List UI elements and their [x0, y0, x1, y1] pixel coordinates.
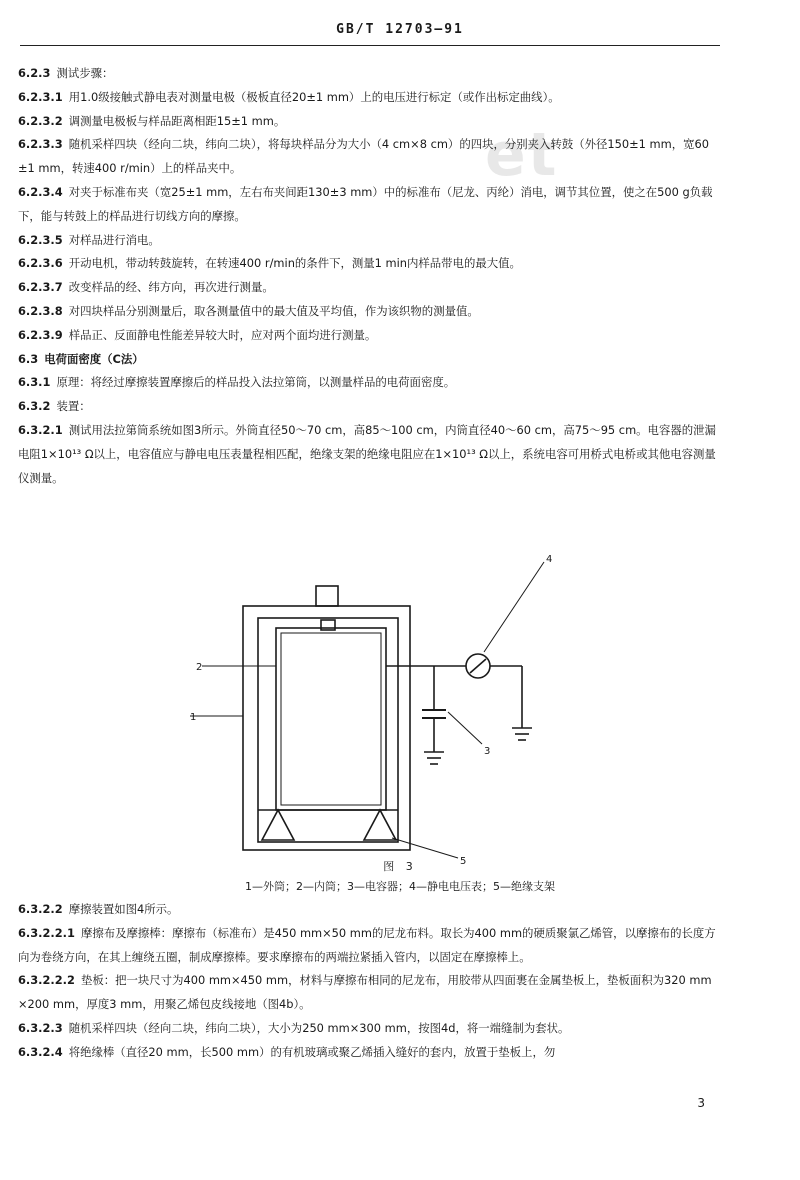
paragraph: 6.2.3.4 对夹于标准布夹（宽25±1 mm，左右布夹间距130±3 mm）中的标准布（尼龙、丙纶）消电，调节其位置，使之在500 g负载下，能与转鼓上的样品进行切线方向的摩擦。 [18, 184, 713, 223]
leader-3 [448, 712, 482, 744]
paragraph: 6.2.3.9 样品正、反面静电性能差异较大时，应对两个面均进行测量。 [18, 327, 377, 342]
outer-cap [316, 586, 338, 606]
section-heading: 6.3 电荷面密度（C法） [18, 351, 144, 366]
outer-cylinder [243, 606, 410, 850]
callout-2: 2 [196, 662, 203, 673]
page-header [0, 18, 800, 50]
paragraph: 6.3.2.2.2 垫板：把一块尺寸为400 mm×450 mm，材料与摩擦布相同的尼龙布，用胶带从四面裹在金属垫板上，垫板面积为320 mm×200 mm，厚度3 mm，用聚乙烯包皮线接地（图4b）。 [18, 973, 712, 1012]
paragraph: 6.2.3.7 改变样品的经、纬方向，再次进行测量。 [18, 280, 274, 295]
standard-number: GB/T 12703—91 [336, 22, 464, 37]
paragraph: 6.2.3.1 用1.0级接触式静电表对测量电极（极板直径20±1 mm）上的电压进行标定（或作出标定曲线）。 [18, 89, 560, 104]
page-number: 3 [697, 1096, 705, 1110]
voltmeter-needle [470, 659, 486, 673]
paragraph: 6.3.2.2 摩擦装置如图4所示。 [18, 902, 179, 916]
callout-5: 5 [460, 856, 467, 867]
callout-1: 1 [190, 712, 197, 723]
paragraph: 6.2.3 测试步骤： [18, 66, 114, 80]
paragraph: 6.3.1 原理：将经过摩擦装置摩擦后的样品投入法拉第筒，以测量样品的电荷面密度。 [18, 375, 456, 390]
paragraph: 6.3.2.3 随机采样四块（经向二块，纬向二块），大小为250 mm×300 mm，按图4d，将一端缝制为套状。 [18, 1020, 570, 1035]
leader-5 [392, 838, 458, 858]
faraday-cup-diagram [0, 540, 800, 870]
figure-3-faraday-cup [0, 540, 800, 870]
watermark: et [485, 120, 559, 190]
outer-inner-wall [258, 618, 398, 842]
callout-4: 4 [546, 554, 553, 565]
paragraph: 6.2.3.3 随机采样四块（经向二块，纬向二块），将每块样品分为大小（4 cm×8 cm）的四块，分别夹入转鼓（外径150±1 mm，宽60±1 mm，转速400 r/min）上的样品夹中。 [18, 137, 710, 176]
paragraph: 6.3.2.2.1 摩擦布及摩擦棒：摩擦布（标准布）是450 mm×50 mm的尼龙布料。取长为400 mm的硬质聚氯乙烯管，以摩擦布的长度方向为卷绕方向，在其上缠绕五圈，制成摩擦棒。要求摩擦布的两端拉紧插入管内，以固定在摩擦棒上。 [18, 925, 716, 964]
paragraph: 6.2.3.2 调测量电极板与样品距离相距15±1 mm。 [18, 113, 286, 128]
inner-cylinder [276, 628, 386, 810]
paragraph: 6.3.2.4 将绝缘棒（直径20 mm，长500 mm）的有机玻璃或聚乙烯插入缝好的套内，放置于垫板上，勿 [18, 1044, 556, 1059]
paragraph: 6.3.2 装置： [18, 399, 91, 414]
insulating-support-right [364, 810, 396, 840]
header-rule [20, 45, 720, 46]
figure-title: 图 3 [383, 860, 417, 873]
insulating-support-left [262, 810, 294, 840]
paragraph: 6.3.2.1 测试用法拉第筒系统如图3所示。外筒直径50～70 cm，高85～100 cm，内筒直径40～60 cm，高75～95 cm。电容器的泄漏电阻1×10¹³ Ω以上，电容值应与静电电压表量程相匹配，绝缘支架的绝缘电阻应在1×10¹³ Ω以上，系统电容可用桥式电桥或其他电容测量仪测量。 [18, 422, 716, 485]
figure-legend: 1—外筒；2—内筒；3—电容器；4—静电电压表；5—绝缘支架 [245, 880, 555, 893]
body-section-b [18, 898, 718, 1065]
body-section-a [18, 62, 718, 490]
leader-4 [484, 562, 544, 652]
paragraph: 6.2.3.8 对四块样品分别测量后，取各测量值中的最大值及平均值，作为该织物的测量值。 [18, 303, 479, 318]
paragraph: 6.2.3.5 对样品进行消电。 [18, 232, 160, 247]
callout-3: 3 [484, 746, 491, 757]
paragraph: 6.2.3.6 开动电机，带动转鼓旋转，在转速400 r/min的条件下，测量1 min内样品带电的最大值。 [18, 256, 521, 271]
inner-cylinder-wall [281, 633, 381, 805]
